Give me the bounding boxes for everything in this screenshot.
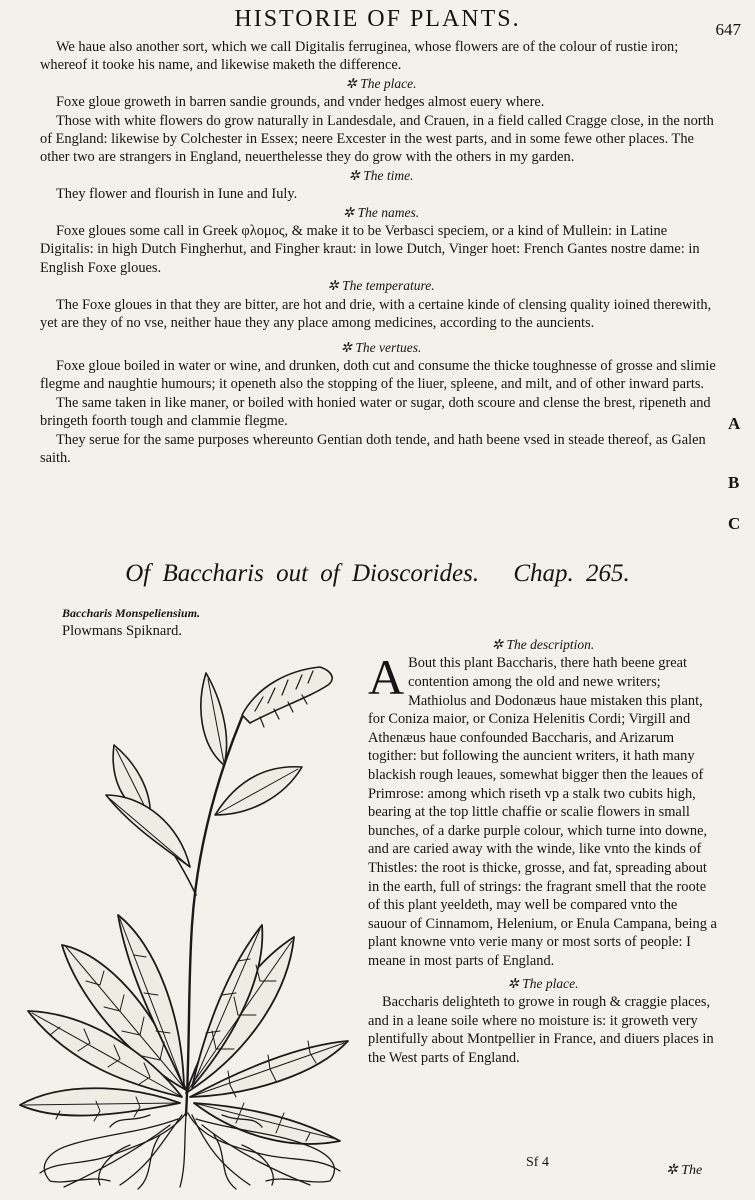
baccharis-place-paragraph: Baccharis delighteth to growe in rough & craggie places, and in a leane soile where no moisture is: it groweth very plentifully about Montpellier in France, and diuers places in the West parts of England. — [368, 993, 714, 1066]
plant-caption — [62, 604, 200, 640]
place-paragraph-2: Those with white flowers do grow naturally in Landesdale, and Crauen, in a field called Cragge close, in the north of England: likewise by Colchester in Essex; neere Excester in the west parts, and in some fewe other places. The other two are strangers in England, neuerthelesse they do grow with the others in my garden. — [40, 112, 714, 166]
names-paragraph: Foxe gloues some call in Greek φλομος, & make it to be Verbasci speciem, or a kind of Mullein: in Latine Digitalis: in high Dutch Fingherhut, and Fingher kraut: in lowe Dutch, Vinger hoet: French Gantes nostre dame: in English Foxe gloues. — [40, 223, 700, 276]
time-paragraph: They flower and flourish in Iune and Iuly. — [56, 186, 298, 203]
temperature-heading: ✲ The temperature. — [327, 278, 435, 294]
catchword: ✲ The — [666, 1163, 703, 1178]
description-text: Bout this plant Baccharis, there hath beene great contention among the old and newe writers; Mathiolus and Dodonæus haue mistaken this plant, for Coniza maior, or Coniza Helenitis Cordi; Virgill and Athenæus haue confounded Baccharis, and Arizarum togither: but following the auncient writers, it hath many blackish rough leaues, somewhat bigger then the leaues of Primrose: among which riseth vp a stalk two cubits high, bearing at the top little chaffie or scalie flowers in small bunches, of a darke purple colour, which turne into downe, and are caried away with the winde, like vnto the kinds of Thistles: the root is thicke, grosse, and fat, spreading about in the earth, full of strings: the fragrant smell that the roote of this plant yeeldeth, may well be compared vnto the sauour of Cinnamom, Helenium, or Enula Campana, being a plant knowne vnto verie many or most sorts of people: I meane in most parts of England. — [368, 655, 717, 969]
margin-letter-a: A — [728, 414, 741, 433]
temperature-paragraph: The Foxe gloues in that they are bitter, are hot and drie, with a certaine kinde of clensing quality ioined therewith, yet are they of no vse, neither haue they any place among medicines, according to the auncients. — [40, 296, 712, 332]
description-heading: ✲ The description. — [491, 637, 595, 652]
names-heading: ✲ The names. — [342, 204, 420, 220]
vertues-heading: ✲ The vertues. — [340, 339, 422, 355]
plant-english-name: Plowmans Spiknard. — [62, 623, 183, 639]
margin-letter-b: B — [728, 473, 740, 492]
place-heading: ✲ The place. — [345, 75, 417, 91]
baccharis-woodcut-illustration — [10, 645, 360, 1190]
baccharis-text-column — [368, 636, 718, 1067]
vertues-paragraph-1: Foxe gloue boiled in water or wine, and drunken, doth cut and consume the thicke toughnesse of grosse and slimie flegme and naughtie humours; it openeth also the stopping of the liuer, spleene, and milt, and of other inward parts. — [40, 357, 716, 393]
vertues-paragraph-2: The same taken in like maner, or boiled with honied water or sugar, doth scoure and clense the brest, ripeneth and bringeth foorth tough and clammie flegme. — [40, 394, 711, 430]
chapter-title: Of Baccharis out of Dioscorides. — [125, 560, 480, 587]
intro-paragraph: We haue also another sort, which we call Digitalis ferruginea, whose flowers are of the colour of rustie iron; whereof it tooke his name, and likewise maketh the difference. — [40, 39, 679, 74]
time-heading: ✲ The time. — [348, 167, 414, 183]
signature-mark: Sf 4 — [526, 1155, 549, 1170]
running-title: HISTORIE OF PLANTS. — [234, 6, 521, 32]
baccharis-place-heading: ✲ The place. — [507, 975, 579, 991]
chapter-number: Chap. 265. — [513, 560, 630, 587]
chapter-heading — [0, 560, 755, 588]
description-paragraph — [368, 649, 718, 970]
page-number: 647 — [715, 20, 741, 39]
margin-letter-c: C — [728, 514, 741, 533]
plant-latin-name: Baccharis Monspeliensium. — [62, 606, 201, 620]
place-paragraph-1: Foxe gloue groweth in barren sandie grounds, and vnder hedges almost euery where. — [56, 94, 545, 111]
vertues-paragraph-3: They serue for the same purposes whereunto Gentian doth tende, and hath beene vsed in steade thereof, as Galen saith. — [40, 431, 706, 466]
drop-cap: A — [368, 649, 405, 706]
foxglove-section — [40, 38, 722, 467]
